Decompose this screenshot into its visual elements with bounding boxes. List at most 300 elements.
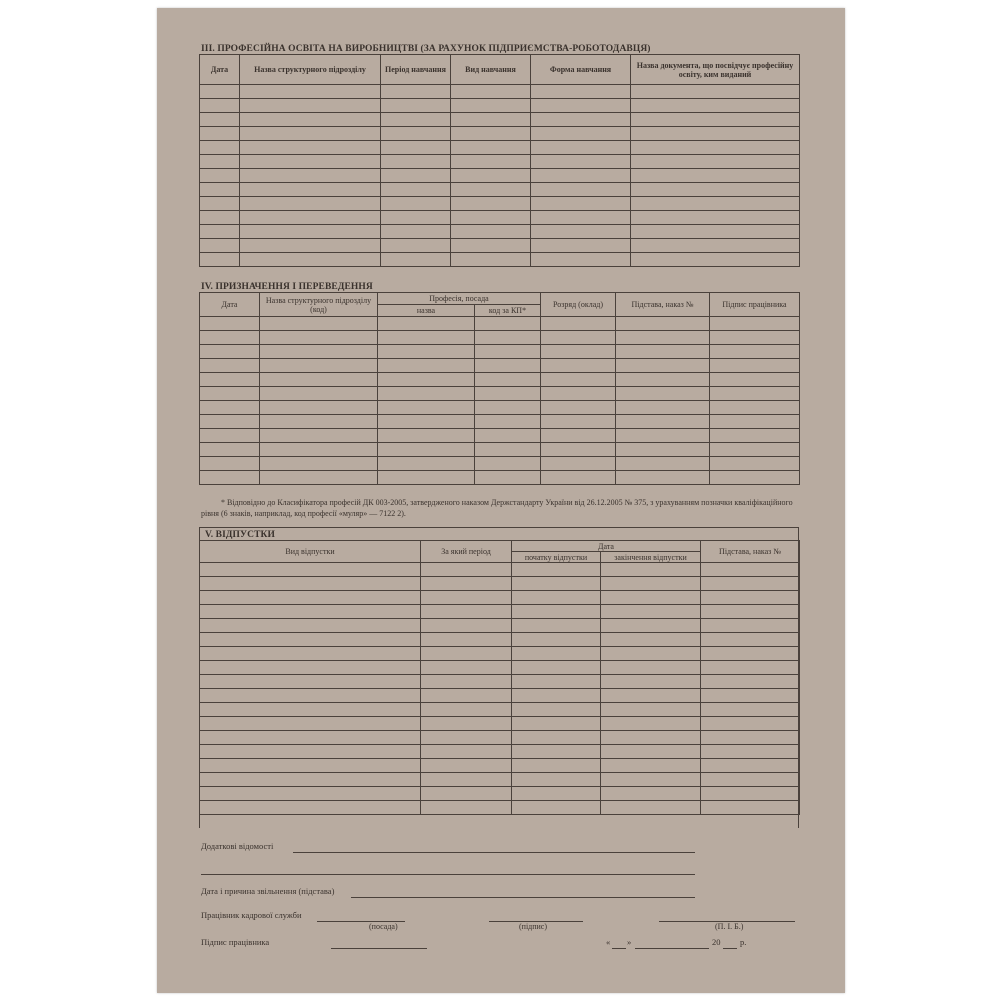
table-cell[interactable] <box>512 787 601 801</box>
table-cell[interactable] <box>541 471 616 485</box>
table-cell[interactable] <box>531 85 631 99</box>
col-type: Вид навчання <box>451 55 531 85</box>
table-cell[interactable] <box>200 689 421 703</box>
table-cell[interactable] <box>631 197 800 211</box>
table-cell[interactable] <box>378 401 475 415</box>
table-cell[interactable] <box>631 211 800 225</box>
table-cell[interactable] <box>381 169 451 183</box>
table-cell[interactable] <box>710 401 800 415</box>
table-cell[interactable] <box>200 415 260 429</box>
table-cell[interactable] <box>451 239 531 253</box>
table-cell[interactable] <box>601 661 701 675</box>
table-cell[interactable] <box>710 373 800 387</box>
table-cell[interactable] <box>240 183 381 197</box>
table-cell[interactable] <box>381 197 451 211</box>
table-cell[interactable] <box>260 345 378 359</box>
table-cell[interactable] <box>421 563 512 577</box>
table-cell[interactable] <box>512 689 601 703</box>
table-cell[interactable] <box>475 373 541 387</box>
table-cell[interactable] <box>421 577 512 591</box>
table-cell[interactable] <box>701 759 800 773</box>
table-cell[interactable] <box>531 113 631 127</box>
table-cell[interactable] <box>260 387 378 401</box>
table-cell[interactable] <box>451 225 531 239</box>
table-row <box>200 373 800 387</box>
table-cell[interactable] <box>200 577 421 591</box>
table-cell[interactable] <box>421 647 512 661</box>
table-cell[interactable] <box>421 731 512 745</box>
table-cell[interactable] <box>616 415 710 429</box>
table-cell[interactable] <box>601 577 701 591</box>
table-cell[interactable] <box>378 345 475 359</box>
date-open-quote: « <box>606 937 611 947</box>
table-cell[interactable] <box>200 619 421 633</box>
table-cell[interactable] <box>200 211 240 225</box>
table-cell[interactable] <box>475 415 541 429</box>
table-cell[interactable] <box>381 141 451 155</box>
table-cell[interactable] <box>421 605 512 619</box>
col-form: Форма навчання <box>531 55 631 85</box>
additional-info-field-2[interactable] <box>201 874 695 875</box>
table-cell[interactable] <box>710 457 800 471</box>
table-cell[interactable] <box>421 787 512 801</box>
table-cell[interactable] <box>541 373 616 387</box>
table-cell[interactable] <box>710 443 800 457</box>
table-cell[interactable] <box>240 141 381 155</box>
table-cell[interactable] <box>541 429 616 443</box>
table-cell[interactable] <box>541 345 616 359</box>
table-cell[interactable] <box>200 717 421 731</box>
table-cell[interactable] <box>378 457 475 471</box>
table-cell[interactable] <box>421 801 512 815</box>
col-profession-name: назва <box>378 305 475 317</box>
table-cell[interactable] <box>616 331 710 345</box>
table-cell[interactable] <box>710 387 800 401</box>
table-cell[interactable] <box>260 443 378 457</box>
table-cell[interactable] <box>710 345 800 359</box>
table-cell[interactable] <box>601 605 701 619</box>
table-row <box>200 689 800 703</box>
table-cell[interactable] <box>701 577 800 591</box>
table-cell[interactable] <box>200 661 421 675</box>
table-cell[interactable] <box>701 717 800 731</box>
dismissal-field[interactable] <box>351 897 695 898</box>
table-cell[interactable] <box>378 359 475 373</box>
table-cell[interactable] <box>512 731 601 745</box>
table-cell[interactable] <box>240 169 381 183</box>
table-cell[interactable] <box>240 225 381 239</box>
table-cell[interactable] <box>601 703 701 717</box>
table-cell[interactable] <box>240 197 381 211</box>
table-cell[interactable] <box>701 619 800 633</box>
table-cell[interactable] <box>421 717 512 731</box>
table-cell[interactable] <box>701 605 800 619</box>
table-cell[interactable] <box>512 563 601 577</box>
table-cell[interactable] <box>240 85 381 99</box>
table-cell[interactable] <box>260 429 378 443</box>
table-cell[interactable] <box>200 731 421 745</box>
table-cell[interactable] <box>240 253 381 267</box>
table-cell[interactable] <box>200 745 421 759</box>
table-cell[interactable] <box>631 225 800 239</box>
table-cell[interactable] <box>475 317 541 331</box>
table-row <box>200 401 800 415</box>
table-cell[interactable] <box>701 773 800 787</box>
table-cell[interactable] <box>541 401 616 415</box>
table-cell[interactable] <box>531 169 631 183</box>
table-cell[interactable] <box>616 401 710 415</box>
table-row <box>200 253 800 267</box>
table-row <box>200 801 800 815</box>
table-cell[interactable] <box>200 703 421 717</box>
table-cell[interactable] <box>601 619 701 633</box>
table-cell[interactable] <box>616 387 710 401</box>
pib-caption: (П. І. Б.) <box>715 922 744 931</box>
table-cell[interactable] <box>631 155 800 169</box>
table-cell[interactable] <box>512 647 601 661</box>
table-cell[interactable] <box>378 331 475 345</box>
table-cell[interactable] <box>616 471 710 485</box>
date-year-field[interactable] <box>723 948 737 949</box>
col-profession-code: код за КП* <box>475 305 541 317</box>
table-cell[interactable] <box>200 113 240 127</box>
col-leave-date: Дата <box>512 541 701 552</box>
table-cell[interactable] <box>616 443 710 457</box>
table-cell[interactable] <box>240 127 381 141</box>
table-cell[interactable] <box>512 633 601 647</box>
table-cell[interactable] <box>512 661 601 675</box>
table-cell[interactable] <box>200 759 421 773</box>
table-cell[interactable] <box>421 591 512 605</box>
table-cell[interactable] <box>378 373 475 387</box>
col-unit: Назва структурного підрозділу <box>240 55 381 85</box>
table-cell[interactable] <box>710 471 800 485</box>
table-row <box>200 647 800 661</box>
table-cell[interactable] <box>701 731 800 745</box>
table-cell[interactable] <box>601 731 701 745</box>
table-cell[interactable] <box>381 127 451 141</box>
table-cell[interactable] <box>531 225 631 239</box>
table-cell[interactable] <box>378 387 475 401</box>
table-cell[interactable] <box>260 317 378 331</box>
table-cell[interactable] <box>421 661 512 675</box>
table-row <box>200 759 800 773</box>
table-cell[interactable] <box>701 591 800 605</box>
table-cell[interactable] <box>601 633 701 647</box>
table-cell[interactable] <box>512 773 601 787</box>
table-cell[interactable] <box>200 801 421 815</box>
table-cell[interactable] <box>601 745 701 759</box>
col-document: Назва документа, що посвідчує професійну освіту, ким виданий <box>631 55 800 85</box>
table-cell[interactable] <box>260 331 378 345</box>
table-cell[interactable] <box>381 85 451 99</box>
table-cell[interactable] <box>531 155 631 169</box>
table-cell[interactable] <box>451 155 531 169</box>
table-cell[interactable] <box>512 759 601 773</box>
table-cell[interactable] <box>421 619 512 633</box>
table-cell[interactable] <box>451 141 531 155</box>
table-cell[interactable] <box>541 387 616 401</box>
table-cell[interactable] <box>381 113 451 127</box>
table-cell[interactable] <box>601 675 701 689</box>
table-cell[interactable] <box>381 155 451 169</box>
table-cell[interactable] <box>475 429 541 443</box>
table-cell[interactable] <box>451 197 531 211</box>
table-cell[interactable] <box>260 401 378 415</box>
table-cell[interactable] <box>200 401 260 415</box>
table-cell[interactable] <box>200 563 421 577</box>
table-cell[interactable] <box>616 359 710 373</box>
table-cell[interactable] <box>531 239 631 253</box>
table-cell[interactable] <box>531 141 631 155</box>
table-row <box>200 317 800 331</box>
table-cell[interactable] <box>200 605 421 619</box>
table-cell[interactable] <box>260 457 378 471</box>
table-cell[interactable] <box>512 745 601 759</box>
table-row <box>200 577 800 591</box>
table-cell[interactable] <box>240 211 381 225</box>
table-cell[interactable] <box>200 225 240 239</box>
table-row <box>200 443 800 457</box>
table-cell[interactable] <box>475 457 541 471</box>
table-cell[interactable] <box>451 169 531 183</box>
table-cell[interactable] <box>475 331 541 345</box>
table-cell[interactable] <box>451 85 531 99</box>
table-row <box>200 99 800 113</box>
table-cell[interactable] <box>200 141 240 155</box>
table-cell[interactable] <box>616 345 710 359</box>
table-cell[interactable] <box>200 387 260 401</box>
table-cell[interactable] <box>200 633 421 647</box>
table-cell[interactable] <box>381 239 451 253</box>
table-cell[interactable] <box>512 675 601 689</box>
table-cell[interactable] <box>451 113 531 127</box>
table-cell[interactable] <box>260 359 378 373</box>
table-cell[interactable] <box>512 717 601 731</box>
table-cell[interactable] <box>710 331 800 345</box>
table-cell[interactable] <box>601 759 701 773</box>
table-cell[interactable] <box>601 689 701 703</box>
table-cell[interactable] <box>378 317 475 331</box>
table-cell[interactable] <box>421 633 512 647</box>
table-cell[interactable] <box>200 457 260 471</box>
table-cell[interactable] <box>631 183 800 197</box>
table-row <box>200 619 800 633</box>
table-cell[interactable] <box>701 661 800 675</box>
table-row <box>200 127 800 141</box>
table-cell[interactable] <box>601 591 701 605</box>
table-cell[interactable] <box>701 647 800 661</box>
section4-table <box>199 292 800 485</box>
table-cell[interactable] <box>512 619 601 633</box>
table-row <box>200 387 800 401</box>
col-leave-start: початку відпустки <box>512 552 601 563</box>
table-cell[interactable] <box>260 373 378 387</box>
table-cell[interactable] <box>378 429 475 443</box>
classifier-footnote: * Відповідно до Класифікатора професій ДК 003-2005, затвердженого наказом Держстандарту України від 26.12.2005 № 375, з урахуванням позначки кваліфікаційного рівня (6 знаків, наприклад, код професії «муляр» — 7122 2). <box>201 498 793 518</box>
date-day-field[interactable] <box>612 948 626 949</box>
section5-table <box>199 540 800 815</box>
table-cell[interactable] <box>200 429 260 443</box>
table-cell[interactable] <box>451 211 531 225</box>
table-cell[interactable] <box>631 85 800 99</box>
table-cell[interactable] <box>531 211 631 225</box>
table-cell[interactable] <box>631 127 800 141</box>
table-cell[interactable] <box>701 801 800 815</box>
table-cell[interactable] <box>200 317 260 331</box>
table-cell[interactable] <box>200 787 421 801</box>
table-row <box>200 773 800 787</box>
table-cell[interactable] <box>541 317 616 331</box>
table-cell[interactable] <box>475 443 541 457</box>
table-cell[interactable] <box>200 591 421 605</box>
table-cell[interactable] <box>631 239 800 253</box>
table-cell[interactable] <box>421 675 512 689</box>
table-cell[interactable] <box>710 429 800 443</box>
table-row <box>200 457 800 471</box>
table-cell[interactable] <box>616 457 710 471</box>
table-cell[interactable] <box>200 85 240 99</box>
table-cell[interactable] <box>200 345 260 359</box>
table-cell[interactable] <box>451 99 531 113</box>
col-leave-basis: Підстава, наказ № <box>701 541 800 563</box>
table-cell[interactable] <box>260 471 378 485</box>
table-cell[interactable] <box>531 127 631 141</box>
table-cell[interactable] <box>701 633 800 647</box>
table-cell[interactable] <box>512 801 601 815</box>
table-row <box>200 731 800 745</box>
table-cell[interactable] <box>378 471 475 485</box>
table-cell[interactable] <box>200 471 260 485</box>
table-cell[interactable] <box>701 675 800 689</box>
table-cell[interactable] <box>531 197 631 211</box>
table-cell[interactable] <box>631 169 800 183</box>
table-cell[interactable] <box>421 759 512 773</box>
table-cell[interactable] <box>541 359 616 373</box>
table-cell[interactable] <box>240 239 381 253</box>
table-cell[interactable] <box>260 415 378 429</box>
table-cell[interactable] <box>512 703 601 717</box>
table-cell[interactable] <box>475 345 541 359</box>
table-cell[interactable] <box>710 415 800 429</box>
additional-info-field[interactable] <box>293 852 695 853</box>
table-cell[interactable] <box>200 127 240 141</box>
table-row <box>200 605 800 619</box>
table-cell[interactable] <box>240 113 381 127</box>
table-cell[interactable] <box>378 443 475 457</box>
table-cell[interactable] <box>200 331 260 345</box>
table-cell[interactable] <box>200 239 240 253</box>
table-cell[interactable] <box>701 689 800 703</box>
table-cell[interactable] <box>381 225 451 239</box>
table-cell[interactable] <box>200 99 240 113</box>
table-cell[interactable] <box>200 675 421 689</box>
table-cell[interactable] <box>200 253 240 267</box>
table-cell[interactable] <box>541 457 616 471</box>
table-cell[interactable] <box>631 253 800 267</box>
table-cell[interactable] <box>200 373 260 387</box>
table-cell[interactable] <box>200 155 240 169</box>
table-cell[interactable] <box>200 183 240 197</box>
table-cell[interactable] <box>601 801 701 815</box>
table-cell[interactable] <box>381 253 451 267</box>
table-cell[interactable] <box>381 211 451 225</box>
table-cell[interactable] <box>531 253 631 267</box>
table-cell[interactable] <box>601 563 701 577</box>
table-cell[interactable] <box>475 471 541 485</box>
table-cell[interactable] <box>240 155 381 169</box>
table-cell[interactable] <box>200 359 260 373</box>
table-cell[interactable] <box>701 703 800 717</box>
table-cell[interactable] <box>512 591 601 605</box>
table-cell[interactable] <box>451 253 531 267</box>
table-cell[interactable] <box>701 563 800 577</box>
table-cell[interactable] <box>601 717 701 731</box>
table-cell[interactable] <box>378 415 475 429</box>
table-cell[interactable] <box>200 169 240 183</box>
date-month-field[interactable] <box>635 948 709 949</box>
table-cell[interactable] <box>381 99 451 113</box>
table-cell[interactable] <box>200 647 421 661</box>
table-cell[interactable] <box>512 577 601 591</box>
table-cell[interactable] <box>421 703 512 717</box>
table-cell[interactable] <box>240 99 381 113</box>
table-cell[interactable] <box>541 331 616 345</box>
col-profession: Професія, посада <box>378 293 541 305</box>
table-cell[interactable] <box>421 745 512 759</box>
table-cell[interactable] <box>541 415 616 429</box>
table-cell[interactable] <box>701 745 800 759</box>
table-cell[interactable] <box>701 787 800 801</box>
table-cell[interactable] <box>631 99 800 113</box>
table-cell[interactable] <box>710 359 800 373</box>
table-cell[interactable] <box>541 443 616 457</box>
table-cell[interactable] <box>616 317 710 331</box>
table-cell[interactable] <box>616 373 710 387</box>
col-leave-type: Вид відпустки <box>200 541 421 563</box>
table-cell[interactable] <box>421 689 512 703</box>
table-cell[interactable] <box>200 443 260 457</box>
table-cell[interactable] <box>601 773 701 787</box>
table-cell[interactable] <box>512 605 601 619</box>
employee-signature-field[interactable] <box>331 948 427 949</box>
table-cell[interactable] <box>631 141 800 155</box>
position-caption: (посада) <box>369 922 398 931</box>
table-cell[interactable] <box>531 183 631 197</box>
col-date: Дата <box>200 55 240 85</box>
table-cell[interactable] <box>381 183 451 197</box>
table-cell[interactable] <box>475 387 541 401</box>
table-cell[interactable] <box>601 647 701 661</box>
table-cell[interactable] <box>421 773 512 787</box>
table-cell[interactable] <box>475 401 541 415</box>
table-cell[interactable] <box>601 787 701 801</box>
table-cell[interactable] <box>200 197 240 211</box>
table-row <box>200 471 800 485</box>
table-cell[interactable] <box>200 773 421 787</box>
table-cell[interactable] <box>451 183 531 197</box>
table-cell[interactable] <box>616 429 710 443</box>
table-row <box>200 169 800 183</box>
table-row <box>200 563 800 577</box>
section3-table <box>199 54 800 267</box>
table-cell[interactable] <box>531 99 631 113</box>
col-leave-period: За який період <box>421 541 512 563</box>
table-cell[interactable] <box>631 113 800 127</box>
table-cell[interactable] <box>451 127 531 141</box>
table-cell[interactable] <box>710 317 800 331</box>
table-cell[interactable] <box>475 359 541 373</box>
